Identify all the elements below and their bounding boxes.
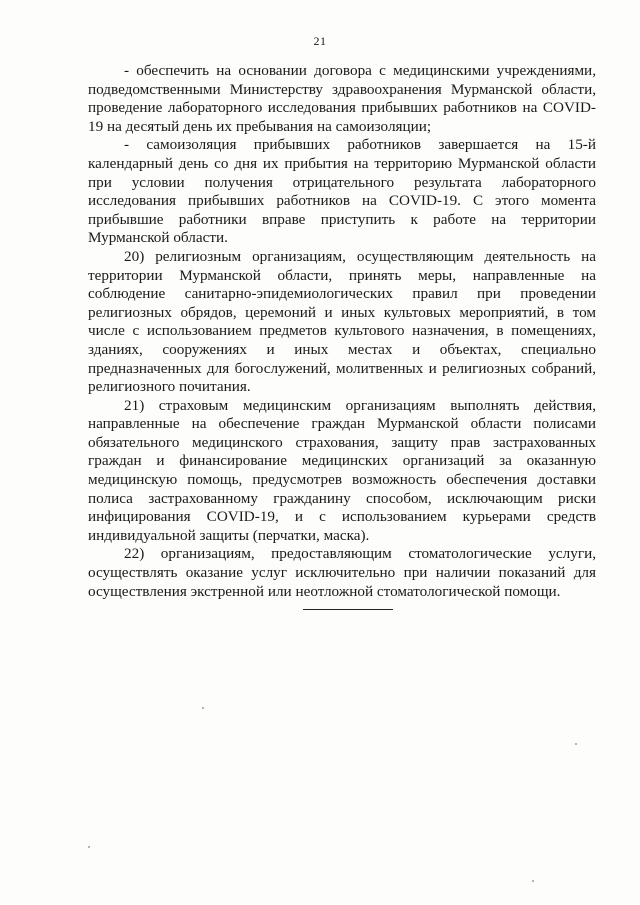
scan-speck xyxy=(88,846,90,848)
paragraph-insurance-organizations: 21) страховым медицинским организациям выполнять действия, направленные на обеспечение граждан Мурманской области полисами обязательного медицинского страхования, защиту прав застрахованных граждан и финансирование медицинских организаций за оказанную медицинскую помощь, предусмотрев возможность обеспечения доставки полиса застрахованному гражданину способом, исключающим риски инфицирования COVID-19, и с использованием курьерами средств индивидуальной защиты (перчатки, маска). xyxy=(88,396,596,544)
scan-speck xyxy=(202,707,204,709)
paragraph-dental-services: 22) организациям, предоставляющим стоматологические услуги, осуществлять оказание услуг исключительно при наличии показаний для осуществления экстренной или неотложной стоматологической помощи. xyxy=(88,545,596,600)
document-body xyxy=(88,62,596,601)
paragraph-self-isolation-end: - самоизоляция прибывших работников завершается на 15-й календарный день со дня их прибытия на территорию Мурманской области при условии получения отрицательного результата лабораторного исследования прибывших работников на COVID-19. С этого момента прибывшие работники вправе приступить к работе на территории Мурманской области. xyxy=(88,136,596,247)
end-divider-line xyxy=(303,609,393,610)
paragraph-religious-organizations: 20) религиозным организациям, осуществляющим деятельность на территории Мурманской области, принять меры, направленные на соблюдение санитарно-эпидемиологических правил при проведении религиозных обрядов, церемоний и иных культовых мероприятий, в том числе с использованием предметов культового назначения, в помещениях, зданиях, сооружениях и иных местах и объектах, специально предназначенных для богослужений, молитвенных и религиозных собраний, религиозного почитания. xyxy=(88,247,596,396)
scan-speck xyxy=(532,880,534,882)
page-number: 21 xyxy=(313,34,327,48)
scan-speck xyxy=(575,743,577,745)
paragraph-lab-testing: - обеспечить на основании договора с медицинскими учреждениями, подведомственными Министерству здравоохранения Мурманской области, проведение лабораторного исследования прибывших работников на COVID-19 на десятый день их пребывания на самоизоляции; xyxy=(88,62,596,135)
